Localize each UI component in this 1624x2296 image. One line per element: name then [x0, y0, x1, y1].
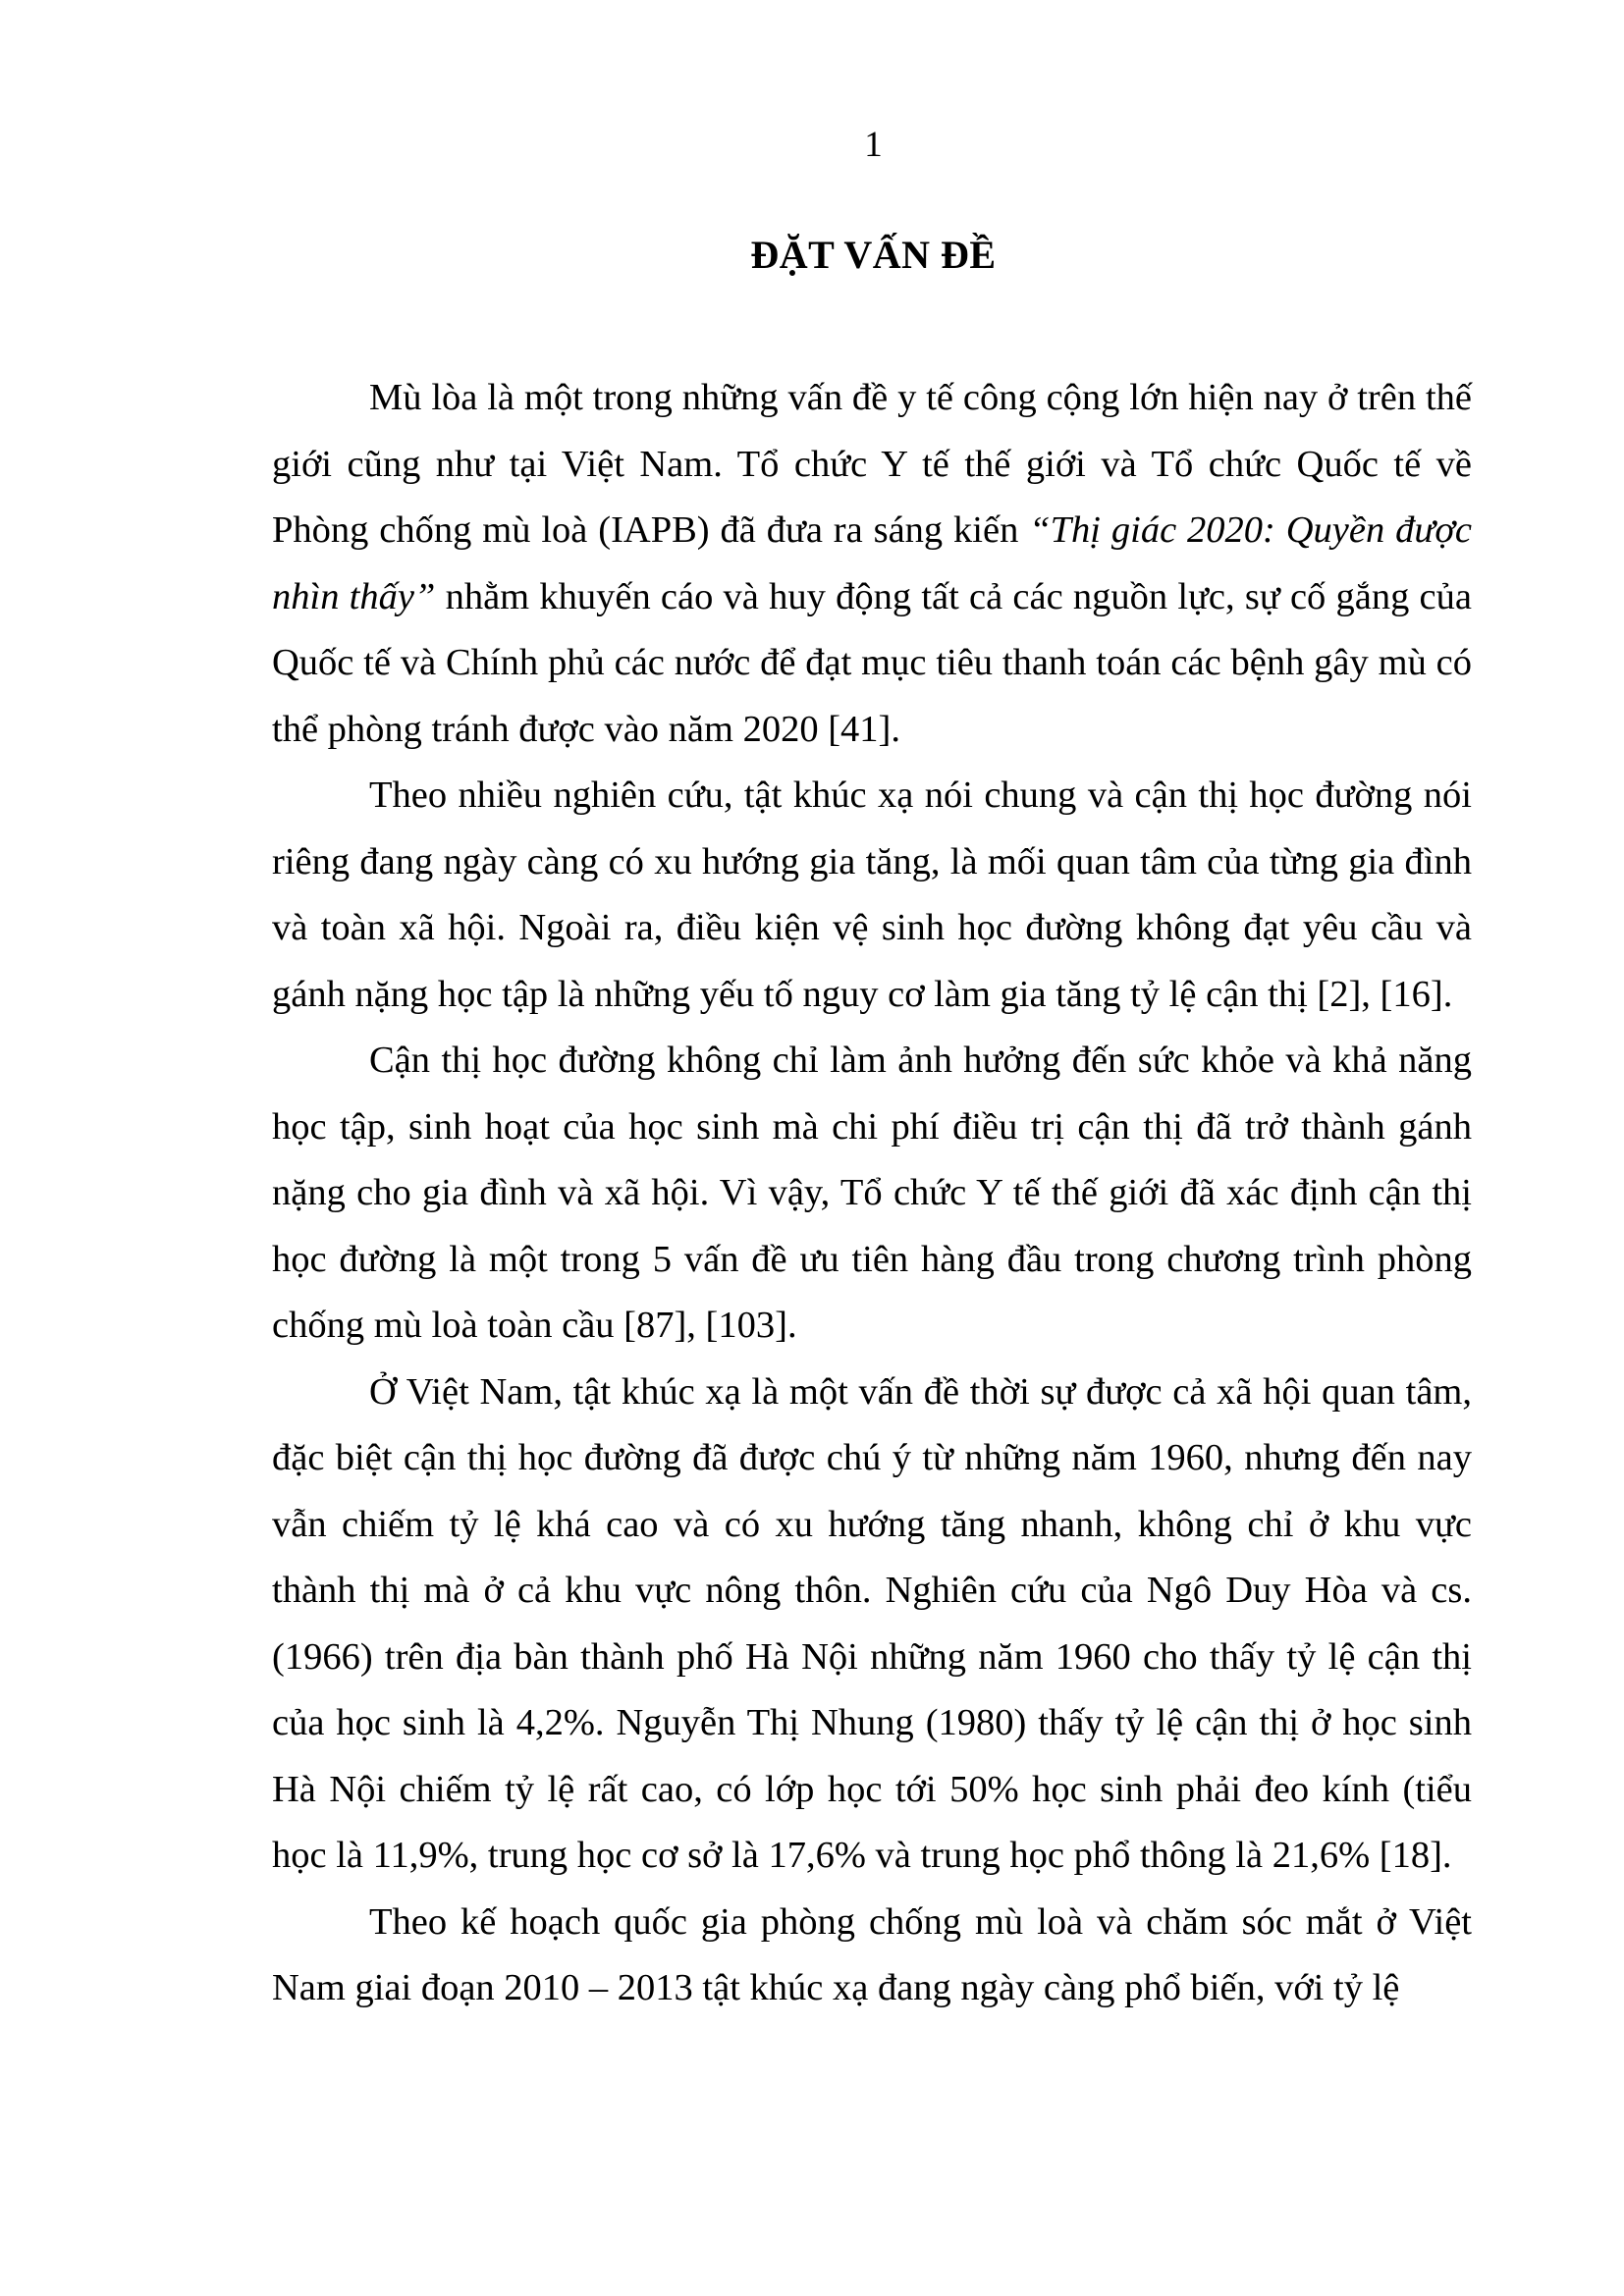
- paragraph-1-italic-quote: “Thị giác 2020: Quyền được nhìn thấy”: [272, 509, 1472, 617]
- paragraph-3: Cận thị học đường không chỉ làm ảnh hưởng đến sức khỏe và khả năng học tập, sinh hoạt của học sinh mà chi phí điều trị cận thị đã trở thành gánh nặng cho gia đình và xã hội. Vì vậy, Tổ chức Y tế thế giới đã xác định cận thị học đường là một trong 5 vấn đề ưu tiên hàng đầu trong chương trình phòng chống mù loà toàn cầu [87], [103].: [272, 1040, 1472, 1346]
- paragraph-1-text-after: nhằm khuyến cáo và huy động tất cả các nguồn lực, sự cố gắng của Quốc tế và Chính phủ các nước để đạt mục tiêu thanh toán các bệnh gây mù có thể phòng tránh được vào năm 2020 [41].: [272, 575, 1472, 750]
- body-text: [272, 365, 1472, 2022]
- page-heading: ĐẶT VẤN ĐỀ: [750, 233, 997, 277]
- paragraph-1-text-before: Mù lòa là một trong những vấn đề y tế công cộng lớn hiện nay ở trên thế giới cũng như tại Việt Nam. Tổ chức Y tế thế giới và Tổ chức Quốc tế về Phòng chống mù loà (IAPB) đã đưa ra sáng kiến: [272, 377, 1472, 551]
- paragraph-4: Ở Việt Nam, tật khúc xạ là một vấn đề thời sự được cả xã hội quan tâm, đặc biệt cận thị học đường đã được chú ý từ những năm 1960, nhưng đến nay vẫn chiếm tỷ lệ khá cao và có xu hướng tăng nhanh, không chỉ ở khu vực thành thị mà ở cả khu vực nông thôn. Nghiên cứu của Ngô Duy Hòa và cs. (1966) trên địa bàn thành phố Hà Nội những năm 1960 cho thấy tỷ lệ cận thị của học sinh là 4,2%. Nguyễn Thị Nhung (1980) thấy tỷ lệ cận thị ở học sinh Hà Nội chiếm tỷ lệ rất cao, có lớp học tới 50% học sinh phải đeo kính (tiểu học là 11,9%, trung học cơ sở là 17,6% và trung học phổ thông là 21,6% [18].: [272, 1370, 1472, 1876]
- paragraph-5: Theo kế hoạch quốc gia phòng chống mù loà và chăm sóc mắt ở Việt Nam giai đoạn 2010 – 2013 tật khúc xạ đang ngày càng phổ biến, với tỷ lệ: [272, 1900, 1472, 2008]
- page-number: 1: [864, 125, 883, 165]
- paragraph-2: Theo nhiều nghiên cứu, tật khúc xạ nói chung và cận thị học đường nói riêng đang ngày càng có xu hướng gia tăng, là mối quan tâm của từng gia đình và toàn xã hội. Ngoài ra, điều kiện vệ sinh học đường không đạt yêu cầu và gánh nặng học tập là những yếu tố nguy cơ làm gia tăng tỷ lệ cận thị [2], [16].: [272, 774, 1472, 1015]
- paragraph-1: [272, 365, 1472, 763]
